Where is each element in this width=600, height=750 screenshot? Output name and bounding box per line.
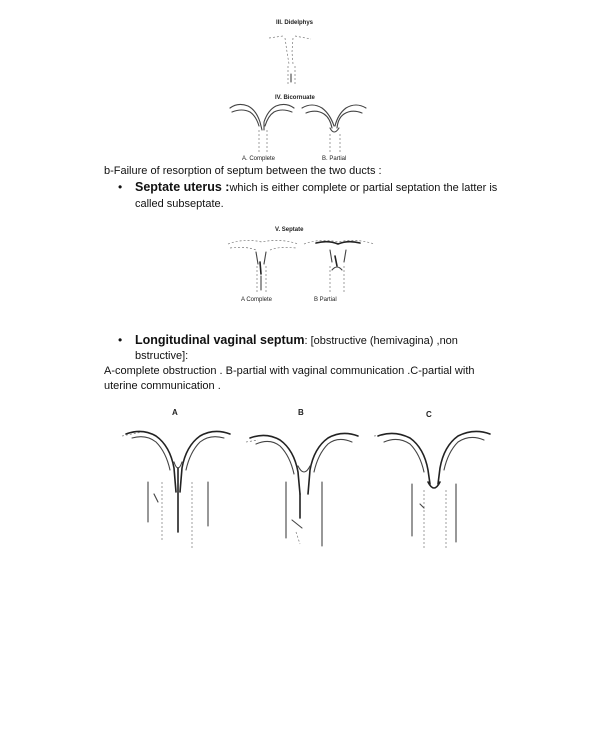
vaginal-septum-a-illustration [118, 422, 238, 552]
vaginal-label-a: A [172, 408, 178, 417]
types-line-2: uterine communication . [104, 380, 221, 392]
longitudinal-description: : [obstructive (hemivagina) ,non [304, 335, 458, 347]
bicornuate-complete-illustration [228, 100, 298, 158]
didelphys-illustration [255, 30, 325, 90]
septate-heading: Septate uterus : [135, 180, 230, 194]
septate-description-line2: called subseptate. [135, 198, 224, 210]
septate-partial-illustration [302, 234, 376, 298]
septate-partial-label: B Partial [314, 297, 337, 303]
vaginal-label-c: C [426, 410, 432, 419]
septate-bullet: • [118, 180, 123, 194]
longitudinal-paragraph [135, 333, 458, 348]
vaginal-septum-c-illustration [372, 424, 496, 554]
bicornuate-title: IV. Bicornuate [275, 95, 315, 101]
longitudinal-description-line2: bstructive]: [135, 350, 189, 362]
bicornuate-partial-illustration [300, 100, 370, 158]
types-line-1: A-complete obstruction . B-partial with vaginal communication .C-partial with [104, 365, 475, 377]
bicornuate-partial-label: B. Partial [322, 156, 347, 162]
septate-title: V. Septate [275, 227, 304, 233]
vaginal-septum-b-illustration [244, 422, 364, 552]
septate-complete-label: A Complete [241, 297, 273, 303]
vaginal-label-b: B [298, 408, 304, 417]
septate-description: which is either complete or partial septation the latter is [229, 182, 498, 194]
longitudinal-bullet: • [118, 333, 123, 347]
bicornuate-complete-label: A. Complete [242, 156, 276, 162]
longitudinal-heading: Longitudinal vaginal septum [135, 333, 305, 347]
failure-of-resorption-line: b-Failure of resorption of septum between the two ducts : [104, 165, 382, 177]
septate-paragraph [135, 180, 497, 195]
didelphys-title: III. Didelphys [276, 20, 314, 26]
septate-complete-illustration [226, 234, 300, 298]
